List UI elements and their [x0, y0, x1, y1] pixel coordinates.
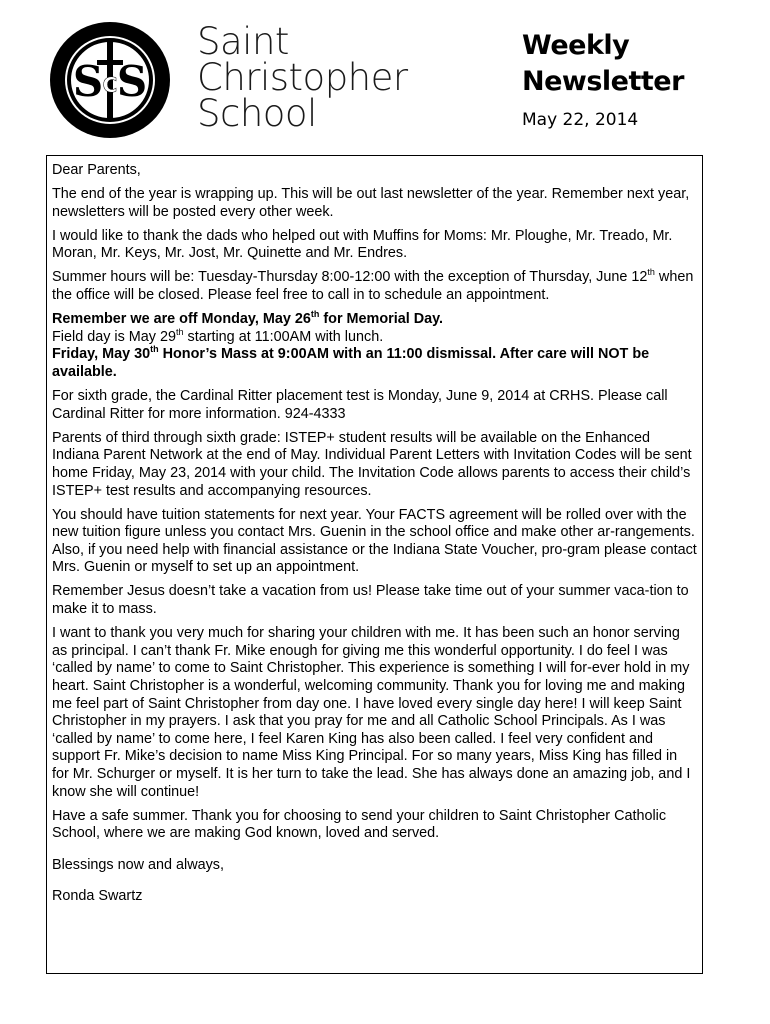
closing: Blessings now and always,	[52, 856, 224, 873]
paragraph-sixth-grade: For sixth grade, the Cardinal Ritter placement test is Monday, June 9, 2014 at CRHS. Please call Cardinal Ritter for more information. 924-4333	[52, 388, 668, 422]
title-line-2: Newsletter	[522, 66, 684, 97]
paragraph-dates	[52, 311, 697, 381]
paragraph-farewell: I want to thank you very much for sharing your children with me. It has been such an honor serving as principal. I can’t thank Fr. Mike enough for giving me this wonderful opportunity. I do feel I was ‘called by name’ to come to Saint Christopher. This experience is something I will for-ever hold in my heart. Saint Christopher is a wonderful, welcoming community. Thank you for loving me and making me feel part of Saint Christopher from day one. I have loved every single day here! I will keep Saint Christopher in my prayers. I ask that you pray for me and all Catholic School Principals. As I was ‘called by name’ to come here, I feel Karen King has also been called. I feel very confident and support Fr. Mike’s decision to name Miss King Principal. For so many years, Miss King has filled in for Mr. Schurger or myself. It is her turn to take the lead. She has always done an amazing job, and I know she will continue!	[52, 625, 691, 800]
letter-box	[46, 155, 703, 974]
paragraph-istep: Parents of third through sixth grade: ISTEP+ student results will be available on the Enhanced Indiana Parent Network at the end of May. Individual Parent Letters with Invitation Codes will be sent home Friday, May 23, 2014 with your child. The Invitation Code allows parents to access their child’s ISTEP+ test results and accompanying resources.	[52, 429, 692, 499]
newsletter-date: May 22, 2014	[522, 110, 639, 130]
paragraph-thanks-dads: I would like to thank the dads who helped out with Muffins for Moms: Mr. Ploughe, Mr. Treado, Mr. Moran, Mr. Keys, Mr. Jost, Mr. Quinette and Mr. Endres.	[52, 227, 673, 262]
summer-text-b: when the office will be closed. Please feel free to call in to schedule an appointment.	[52, 269, 694, 304]
paragraph-jesus-vacation: Remember Jesus doesn’t take a vacation from us! Please take time out of your summer vaca-tion to make it to mass.	[52, 583, 689, 618]
friday-mass-line	[52, 346, 649, 380]
paragraph-summer-hours	[52, 269, 697, 304]
school-name	[197, 20, 408, 135]
summer-text-a: Summer hours will be: Tuesday-Thursday 8:00-12:00 with the exception of Thursday, June 12	[52, 269, 648, 286]
field-text-a: Field day is May 29	[52, 328, 176, 345]
paragraph-tuition: You should have tuition statements for next year. Your FACTS agreement will be rolled over with the new tuition figure unless you contact Mrs. Guenin in the school office and make other ar-rangements. Also, if you need help with financial assistance or the Indiana State Voucher, pro-gram please contact Mrs. Guenin or myself to set up an appointment.	[52, 506, 697, 576]
friday-text-b: Honor’s Mass at 9:00AM with an 11:00 dismissal. After care will NOT be available.	[52, 346, 650, 380]
newsletter-title-block	[522, 28, 684, 130]
title-line-1: Weekly	[522, 30, 630, 61]
greeting: Dear Parents,	[52, 162, 141, 178]
school-logo	[48, 20, 172, 140]
memorial-sup: th	[310, 309, 320, 320]
field-day-line	[52, 326, 384, 345]
svg-text:S: S	[116, 57, 148, 106]
school-name-line-1: Saint	[197, 20, 289, 63]
paragraph-year-end: The end of the year is wrapping up. This will be out last newsletter of the year. Remember next year, newsletters will be posted every other week.	[52, 186, 690, 220]
memorial-text-a: Remember we are off Monday, May 26	[52, 311, 311, 328]
memorial-day-line	[52, 311, 443, 327]
signature: Ronda Swartz	[52, 888, 143, 905]
memorial-text-b: for Memorial Day.	[319, 311, 444, 328]
friday-sup: th	[150, 344, 159, 355]
svg-text:S: S	[72, 57, 104, 106]
school-name-line-3: School	[197, 92, 317, 135]
paragraph-safe-summer: Have a safe summer. Thank you for choosing to send your children to Saint Christopher Catholic School, where we are making God known, loved and served.	[52, 807, 667, 842]
friday-text-a: Friday, May 30	[52, 346, 151, 363]
summer-sup: th	[647, 267, 655, 278]
svg-text:C: C	[102, 73, 118, 97]
field-sup: th	[175, 326, 184, 337]
school-name-line-2: Christopher	[197, 56, 408, 99]
field-text-b: starting at 11:00AM with lunch.	[183, 328, 384, 345]
